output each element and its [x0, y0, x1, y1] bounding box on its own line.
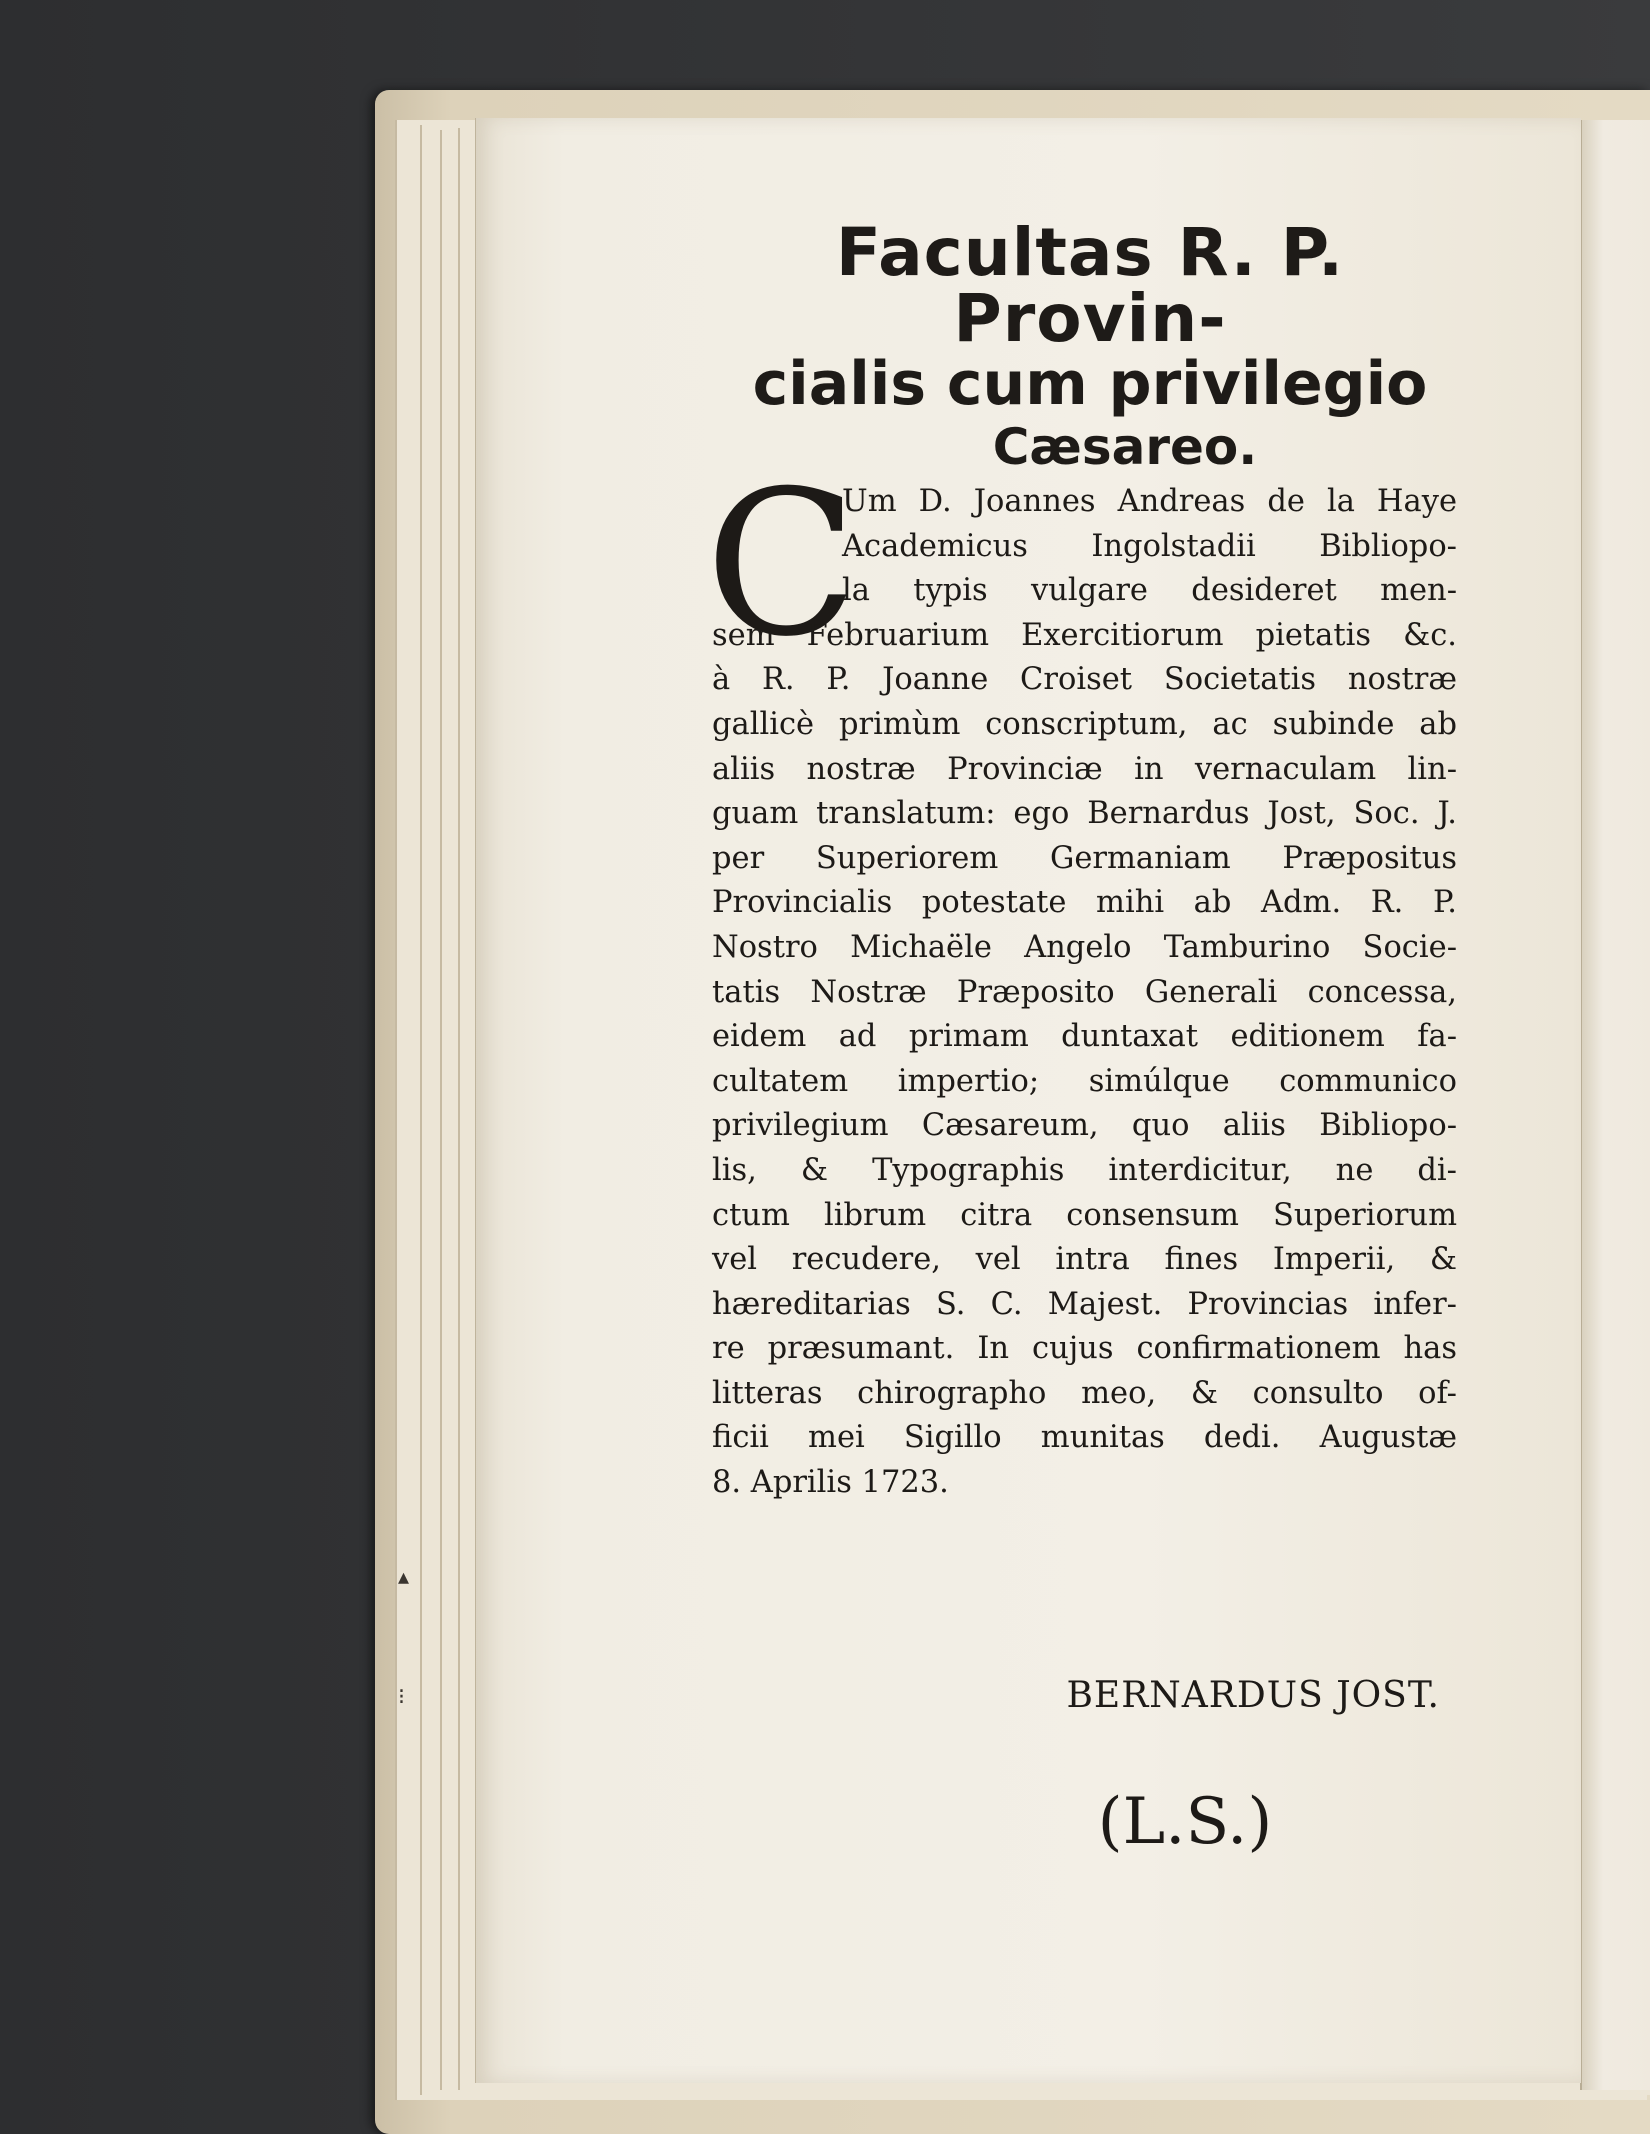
text-line: 8. Aprilis 1723.: [712, 1465, 949, 1501]
signature: BERNARDUS JOST.: [1066, 1675, 1440, 1716]
text-line: Provincialis potestate mihi ab Adm. R. P.: [712, 885, 1457, 921]
text-line: Academicus Ingolstadii Bibliopo-: [842, 528, 1457, 564]
text-line: eidem ad primam duntaxat editionem fa-: [712, 1019, 1457, 1055]
text-line: gallicè primùm conscriptum, ac subinde ab: [712, 706, 1457, 742]
title-line: Facultas R. P. Provin-: [835, 214, 1345, 357]
text-line: per Superiorem Germaniam Præpositus: [712, 840, 1457, 876]
text-line: ctum librum citra consensum Superiorum: [712, 1197, 1457, 1233]
title-line: Cæsareo.: [992, 418, 1258, 476]
text-line: hæreditarias S. C. Majest. Provincias infer-: [712, 1286, 1457, 1322]
facing-page-edge: [1580, 120, 1650, 2090]
text-line: à R. P. Joanne Croiset Societatis nostræ: [712, 662, 1457, 698]
title-line: cialis cum privilegio: [752, 349, 1428, 419]
seal-mark: (L.S.): [1097, 1785, 1273, 1859]
text-line: Um D. Joannes Andreas de la Haye: [842, 484, 1457, 519]
margin-mark: ▴: [398, 1565, 410, 1590]
text-line: aliis nostræ Provinciæ in vernaculam lin-: [712, 751, 1457, 787]
text-line: cultatem impertio; simúlque communico: [712, 1063, 1457, 1099]
text-line: sem Februarium Exercitiorum pietatis &c.: [712, 617, 1457, 653]
drop-cap: C: [705, 448, 859, 681]
text-line: guam translatum: ego Bernardus Jost, Soc. J.: [712, 796, 1457, 832]
text-line: la typis vulgare desideret men-: [842, 573, 1457, 609]
text-line: re præsumant. In cujus confirmationem has: [712, 1331, 1457, 1367]
text-line: ficii mei Sigillo munitas dedi. Augustæ: [712, 1420, 1457, 1456]
text-line: Nostro Michaële Angelo Tamburino Socie-: [712, 929, 1457, 965]
text-line: lis, & Typographis interdicitur, ne di-: [712, 1152, 1457, 1188]
text-line: vel recudere, vel intra fines Imperii, &: [712, 1242, 1457, 1278]
page-title: [700, 214, 1480, 476]
margin-mark: ⁝: [398, 1685, 405, 1710]
text-line: litteras chirographo meo, & consulto of-: [712, 1375, 1457, 1411]
text-line: tatis Nostræ Præposito Generali concessa,: [712, 974, 1457, 1010]
text-line: privilegium Cæsareum, quo aliis Bibliopo-: [712, 1108, 1457, 1144]
body-text: [712, 480, 1457, 1506]
